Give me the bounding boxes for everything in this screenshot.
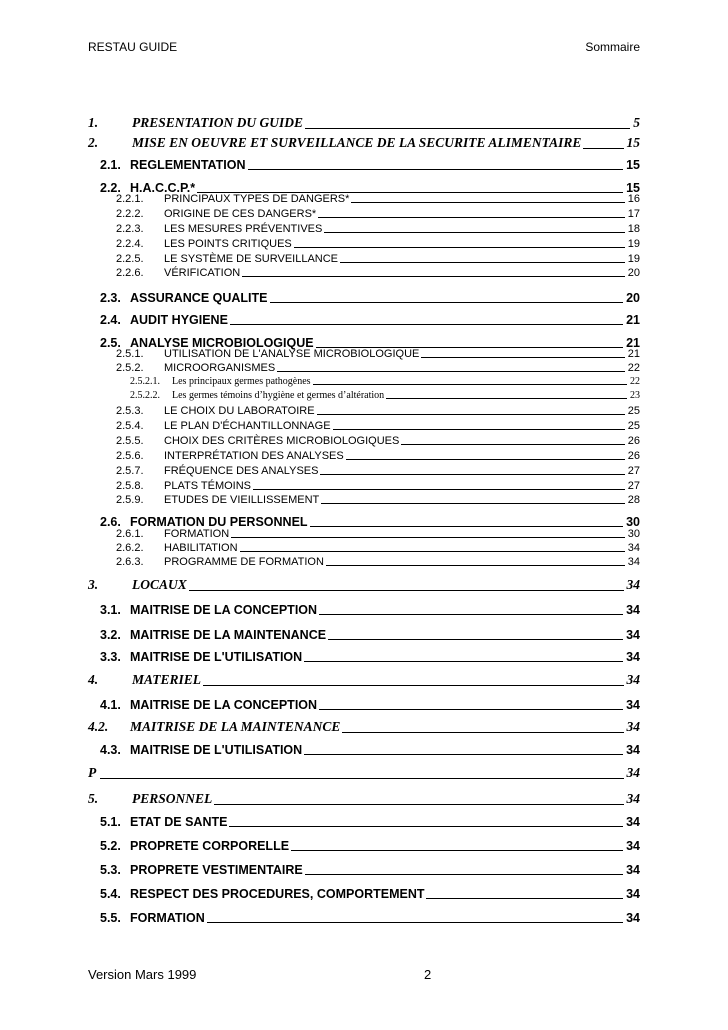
toc-entry-page: 15	[626, 158, 640, 172]
toc-leader-line	[319, 709, 623, 710]
toc-entry-title: MAITRISE DE LA MAINTENANCE	[130, 628, 327, 642]
toc-entry-page: 17	[627, 208, 640, 220]
toc-entry-page: 34	[626, 743, 640, 757]
toc-entry-page: 21	[626, 336, 640, 350]
toc-entry-number: 3.2.	[100, 628, 121, 642]
toc-entry-title: Les principaux germes pathogènes	[172, 376, 311, 387]
toc-entry-title: PERSONNEL	[132, 791, 213, 806]
toc-entry-page: 34	[627, 556, 640, 568]
toc-entry-page: 34	[626, 603, 640, 617]
toc-entry-title: REGLEMENTATION	[130, 158, 246, 172]
toc-entry-number: 4.3.	[100, 743, 121, 757]
toc-entry[interactable]	[0, 789, 728, 807]
toc-entry-page: 20	[626, 291, 640, 305]
toc-entry[interactable]	[0, 575, 728, 593]
toc-entry-number: 2.6.	[100, 515, 121, 529]
toc-entry-title: H.A.C.C.P.*	[130, 181, 196, 195]
header-doc-title: RESTAU GUIDE	[88, 40, 178, 54]
toc-leader-line	[248, 169, 624, 170]
toc-leader-line	[229, 826, 623, 827]
toc-entry-page: 27	[627, 480, 640, 492]
toc-entry-page: 25	[627, 420, 640, 432]
toc-entry-page: 25	[627, 405, 640, 417]
page-footer	[88, 967, 640, 985]
toc-entry-page: 23	[630, 390, 640, 401]
toc-leader-line	[319, 614, 623, 615]
toc-entry-title: ANALYSE MICROBIOLOGIQUE	[130, 336, 314, 350]
toc-leader-line	[583, 148, 623, 149]
toc-entry-title: ETAT DE SANTE	[130, 815, 228, 829]
toc-entry-title: MISE EN OEUVRE ET SURVEILLANCE DE LA SECURITE ALIMENTAIRE	[132, 135, 582, 150]
toc-entry-number: 1.	[88, 115, 99, 130]
toc-entry[interactable]	[0, 251, 728, 265]
toc-entry-title: MAITRISE DE L'UTILISATION	[130, 650, 303, 664]
toc-leader-line	[320, 474, 624, 475]
toc-entry[interactable]	[0, 600, 728, 617]
toc-entry[interactable]	[0, 288, 728, 305]
toc-leader-line	[214, 804, 623, 805]
toc-entry-number: 2.6.3.	[116, 556, 144, 568]
toc-leader-line	[304, 754, 623, 755]
toc-entry-page: 20	[627, 267, 640, 279]
toc-entry-number: 2.2.2.	[116, 208, 144, 220]
toc-entry-page: 34	[626, 887, 640, 901]
toc-entry-title: PROGRAMME DE FORMATION	[164, 556, 324, 568]
toc-entry-title: INTERPRÉTATION DES ANALYSES	[164, 450, 344, 462]
toc-entry-title: Les germes témoins d’hygiène et germes d’altération	[172, 390, 385, 401]
toc-entry-number: 2.5.2.	[116, 362, 144, 374]
toc-entry-number: 2.5.1.	[116, 348, 144, 360]
toc-leader-line	[321, 503, 624, 504]
toc-leader-line	[313, 384, 627, 385]
toc-entry-title: MAITRISE DE L'UTILISATION	[130, 743, 303, 757]
toc-entry[interactable]	[0, 908, 728, 925]
toc-entry-title: LOCAUX	[132, 577, 187, 592]
toc-entry[interactable]	[0, 388, 728, 401]
toc-leader-line	[270, 302, 624, 303]
toc-entry-title: FRÉQUENCE DES ANALYSES	[164, 465, 319, 477]
toc-leader-line	[305, 128, 630, 129]
toc-entry-page: 34	[626, 719, 640, 734]
toc-leader-line	[386, 398, 627, 399]
toc-leader-line	[100, 778, 623, 779]
toc-entry-title: FORMATION DU PERSONNEL	[130, 515, 308, 529]
toc-entry[interactable]	[0, 360, 728, 374]
toc-entry-number: 3.3.	[100, 650, 121, 664]
toc-leader-line	[328, 639, 623, 640]
toc-entry[interactable]	[0, 812, 728, 829]
toc-entry-page: 22	[630, 376, 640, 387]
toc-entry-number: 2.1.	[100, 158, 121, 172]
toc-entry-page: 34	[626, 839, 640, 853]
toc-entry-title: UTILISATION DE L'ANALYSE MICROBIOLOGIQUE	[164, 348, 420, 360]
toc-entry-title: RESPECT DES PROCEDURES, COMPORTEMENT	[130, 887, 425, 901]
toc-entry[interactable]	[0, 310, 728, 327]
toc-entry-page: 34	[626, 911, 640, 925]
toc-entry-page: 34	[626, 863, 640, 877]
toc-entry-number: 5.3.	[100, 863, 121, 877]
toc-entry-number: 3.	[88, 577, 99, 592]
toc-entry-number: 5.4.	[100, 887, 121, 901]
toc-entry-number: 2.5.	[100, 336, 121, 350]
toc-leader-line	[426, 898, 623, 899]
toc-entry-number: 2.2.	[100, 181, 121, 195]
toc-entry-number: 4.2.	[88, 719, 109, 734]
toc-entry[interactable]	[0, 236, 728, 250]
toc-entry-number: 4.	[88, 672, 99, 687]
toc-leader-line	[324, 232, 624, 233]
toc-entry-number: 2.5.7.	[116, 465, 144, 477]
toc-entry-title: FORMATION	[164, 528, 230, 540]
toc-leader-line	[401, 444, 624, 445]
toc-entry-number: 5.5.	[100, 911, 121, 925]
toc-entry[interactable]	[0, 670, 728, 688]
toc-entry-number: 5.1.	[100, 815, 121, 829]
toc-entry[interactable]	[0, 554, 728, 568]
toc-entry[interactable]	[0, 433, 728, 447]
toc-entry-number: P	[88, 765, 97, 780]
toc-entry[interactable]	[0, 492, 728, 506]
toc-entry[interactable]	[0, 221, 728, 235]
toc-leader-line	[203, 685, 623, 686]
toc-leader-line	[340, 262, 625, 263]
toc-entry-title: LE PLAN D'ÉCHANTILLONNAGE	[164, 420, 331, 432]
toc-leader-line	[318, 217, 625, 218]
toc-entry-title: AUDIT HYGIENE	[130, 313, 228, 327]
toc-entry-title: HABILITATION	[164, 542, 238, 554]
toc-entry[interactable]	[0, 860, 728, 877]
toc-entry-page: 27	[627, 465, 640, 477]
toc-entry[interactable]	[0, 133, 728, 151]
toc-entry[interactable]	[0, 448, 728, 462]
toc-entry-number: 2.2.4.	[116, 238, 144, 250]
toc-entry-title: MATERIEL	[132, 672, 202, 687]
toc-entry-title: LES POINTS CRITIQUES	[164, 238, 292, 250]
toc-entry[interactable]	[0, 346, 728, 360]
toc-entry-title: PLATS TÉMOINS	[164, 480, 252, 492]
toc-entry-number: 2.5.4.	[116, 420, 144, 432]
toc-entry-page: 34	[626, 628, 640, 642]
toc-entry-page: 34	[626, 577, 640, 592]
toc-entry-title: VÉRIFICATION	[164, 267, 241, 279]
toc-entry-number: 2.5.6.	[116, 450, 144, 462]
toc-entry-title: FORMATION	[130, 911, 205, 925]
toc-entry-page: 30	[627, 528, 640, 540]
toc-entry[interactable]	[0, 206, 728, 220]
toc-entry[interactable]	[0, 155, 728, 172]
toc-entry-number: 2.2.6.	[116, 267, 144, 279]
toc-entry[interactable]	[0, 113, 728, 131]
toc-entry-page: 34	[626, 815, 640, 829]
toc-entry-page: 5	[633, 115, 640, 130]
toc-entry-number: 2.3.	[100, 291, 121, 305]
toc-leader-line	[277, 371, 625, 372]
toc-entry-title: MICROORGANISMES	[164, 362, 276, 374]
toc-leader-line	[304, 661, 623, 662]
footer-version: Version Mars 1999	[88, 967, 197, 982]
toc-entry[interactable]	[0, 191, 728, 205]
toc-entry-number: 2.4.	[100, 313, 121, 327]
toc-entry[interactable]	[0, 403, 728, 417]
toc-entry-number: 3.1.	[100, 603, 121, 617]
toc-entry[interactable]	[0, 478, 728, 492]
toc-entry-number: 2.2.3.	[116, 223, 144, 235]
toc-entry[interactable]	[0, 695, 728, 712]
toc-entry-title: ASSURANCE QUALITE	[130, 291, 268, 305]
toc-entry-number: 2.5.9.	[116, 494, 144, 506]
toc-leader-line	[326, 565, 625, 566]
toc-entry-number: 2.2.5.	[116, 253, 144, 265]
toc-entry-page: 19	[627, 238, 640, 250]
toc-entry-page: 22	[627, 362, 640, 374]
header-section: Sommaire	[585, 40, 640, 54]
toc-entry-page: 18	[627, 223, 640, 235]
toc-leader-line	[333, 429, 625, 430]
toc-leader-line	[351, 202, 624, 203]
toc-entry-page: 34	[626, 791, 640, 806]
toc-leader-line	[230, 324, 623, 325]
toc-entry-number: 2.5.3.	[116, 405, 144, 417]
toc-entry[interactable]	[0, 763, 728, 781]
toc-entry-page: 26	[627, 435, 640, 447]
toc-entry-title: PRESENTATION DU GUIDE	[132, 115, 304, 130]
toc-entry-title: MAITRISE DE LA CONCEPTION	[130, 698, 318, 712]
toc-entry-title: ETUDES DE VIEILLISSEMENT	[164, 494, 320, 506]
toc-entry[interactable]	[0, 374, 728, 387]
toc-entry[interactable]	[0, 265, 728, 279]
toc-entry[interactable]	[0, 463, 728, 477]
toc-entry[interactable]	[0, 717, 728, 735]
toc-entry-title: MAITRISE DE LA MAINTENANCE	[130, 719, 341, 734]
toc-entry[interactable]	[0, 418, 728, 432]
toc-entry[interactable]	[0, 836, 728, 853]
toc-leader-line	[305, 874, 623, 875]
toc-entry[interactable]	[0, 625, 728, 642]
toc-entry-title: PRINCIPAUX TYPES DE DANGERS*	[164, 193, 350, 205]
toc-leader-line	[253, 489, 625, 490]
toc-entry-number: 2.5.2.1.	[130, 376, 160, 387]
toc-entry-number: 2.5.5.	[116, 435, 144, 447]
toc-entry-page: 34	[626, 650, 640, 664]
toc-entry-title: CHOIX DES CRITÈRES MICROBIOLOGIQUES	[164, 435, 400, 447]
toc-entry[interactable]	[0, 740, 728, 757]
toc-entry-page: 21	[626, 313, 640, 327]
toc-entry-number: 2.2.1.	[116, 193, 144, 205]
toc-entry-number: 2.	[88, 135, 99, 150]
toc-entry-page: 16	[627, 193, 640, 205]
toc-entry-number: 2.6.1.	[116, 528, 144, 540]
toc-leader-line	[421, 357, 624, 358]
toc-leader-line	[231, 537, 625, 538]
toc-entry-title: MAITRISE DE LA CONCEPTION	[130, 603, 318, 617]
toc-entry-page: 30	[626, 515, 640, 529]
toc-entry-page: 34	[626, 698, 640, 712]
toc-entry-number: 5.	[88, 791, 99, 806]
toc-entry-number: 2.6.2.	[116, 542, 144, 554]
toc-entry-page: 15	[626, 135, 640, 150]
toc-leader-line	[240, 551, 625, 552]
toc-entry[interactable]	[0, 884, 728, 901]
toc-entry-title: ORIGINE DE CES DANGERS*	[164, 208, 317, 220]
toc-leader-line	[294, 247, 625, 248]
toc-entry[interactable]	[0, 526, 728, 540]
toc-leader-line	[342, 732, 623, 733]
toc-entry-number: 5.2.	[100, 839, 121, 853]
toc-entry-title: PROPRETE CORPORELLE	[130, 839, 290, 853]
toc-leader-line	[189, 590, 624, 591]
toc-entry-page: 34	[626, 672, 640, 687]
footer-page-number: 2	[424, 967, 432, 982]
toc-entry[interactable]	[0, 647, 728, 664]
toc-leader-line	[207, 922, 623, 923]
toc-entry-page: 34	[626, 765, 640, 780]
toc-entry-number: 2.5.8.	[116, 480, 144, 492]
toc-leader-line	[346, 459, 625, 460]
toc-entry-title: PROPRETE VESTIMENTAIRE	[130, 863, 303, 877]
toc-entry-page: 19	[627, 253, 640, 265]
toc-entry-page: 28	[627, 494, 640, 506]
toc-entry-title: LES MESURES PRÉVENTIVES	[164, 223, 323, 235]
toc-entry-title: LE CHOIX DU LABORATOIRE	[164, 405, 315, 417]
toc-entry-title: LE SYSTÈME DE SURVEILLANCE	[164, 253, 339, 265]
toc-entry-page: 26	[627, 450, 640, 462]
toc-entry-number: 4.1.	[100, 698, 121, 712]
toc-entry-page: 15	[626, 181, 640, 195]
toc-entry[interactable]	[0, 540, 728, 554]
toc-entry-page: 21	[627, 348, 640, 360]
toc-leader-line	[242, 276, 625, 277]
toc-leader-line	[291, 850, 623, 851]
toc-leader-line	[317, 414, 625, 415]
toc-entry-number: 2.5.2.2.	[130, 390, 160, 401]
toc-entry-page: 34	[627, 542, 640, 554]
